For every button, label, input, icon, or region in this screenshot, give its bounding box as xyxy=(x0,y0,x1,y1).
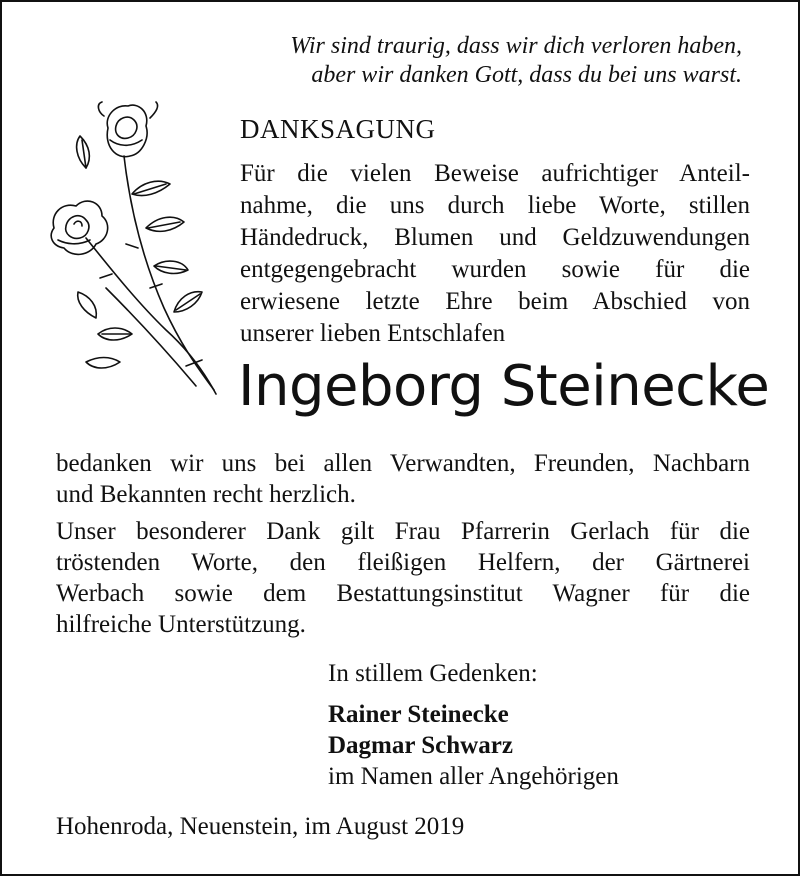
intro-paragraph xyxy=(240,158,750,350)
special-thanks-line: Unser besonderer Dank gilt Frau Pfarrerin Gerlach für die xyxy=(56,518,750,545)
special-thanks-line: hilfreiche Unterstützung. xyxy=(56,611,306,638)
thanks-line: und Bekannten recht herzlich. xyxy=(56,481,356,508)
thanks-paragraph xyxy=(56,448,750,510)
intro-line: entgegengebracht wurden sowie für die xyxy=(240,256,750,283)
closing-block xyxy=(328,658,619,792)
special-thanks-line: Werbach sowie dem Bestattungsinstitut Wagner für die xyxy=(56,580,750,607)
intro-line: erwiesene letzte Ehre beim Abschied von xyxy=(240,288,750,315)
motto xyxy=(202,32,742,90)
family-note: im Namen aller Angehörigen xyxy=(328,763,619,790)
signer-name: Rainer Steinecke xyxy=(328,701,509,728)
motto-line: aber wir danken Gott, dass du bei uns warst. xyxy=(311,62,742,88)
intro-line: unserer lieben Entschlafen xyxy=(240,320,506,347)
intro-line: Für die vielen Beweise aufrichtiger Anteil- xyxy=(240,160,750,187)
rose-illustration-icon xyxy=(46,98,226,398)
deceased-name: Ingeborg Steinecke xyxy=(238,354,770,419)
motto-line: Wir sind traurig, dass wir dich verloren haben, xyxy=(290,33,742,59)
intro-line: Händedruck, Blumen und Geldzuwendungen xyxy=(240,224,750,251)
heading: DANKSAGUNG xyxy=(240,114,436,144)
special-thanks-paragraph xyxy=(56,516,750,640)
intro-line: nahme, die uns durch liebe Worte, stillen xyxy=(240,192,750,219)
closing-phrase: In stillem Gedenken: xyxy=(328,660,538,687)
thanks-line: bedanken wir uns bei allen Verwandten, Freunden, Nachbarn xyxy=(56,450,750,477)
place-date: Hohenroda, Neuenstein, im August 2019 xyxy=(56,813,465,840)
signer-name: Dagmar Schwarz xyxy=(328,732,513,759)
special-thanks-line: tröstenden Worte, den fleißigen Helfern, der Gärtnerei xyxy=(56,549,750,576)
